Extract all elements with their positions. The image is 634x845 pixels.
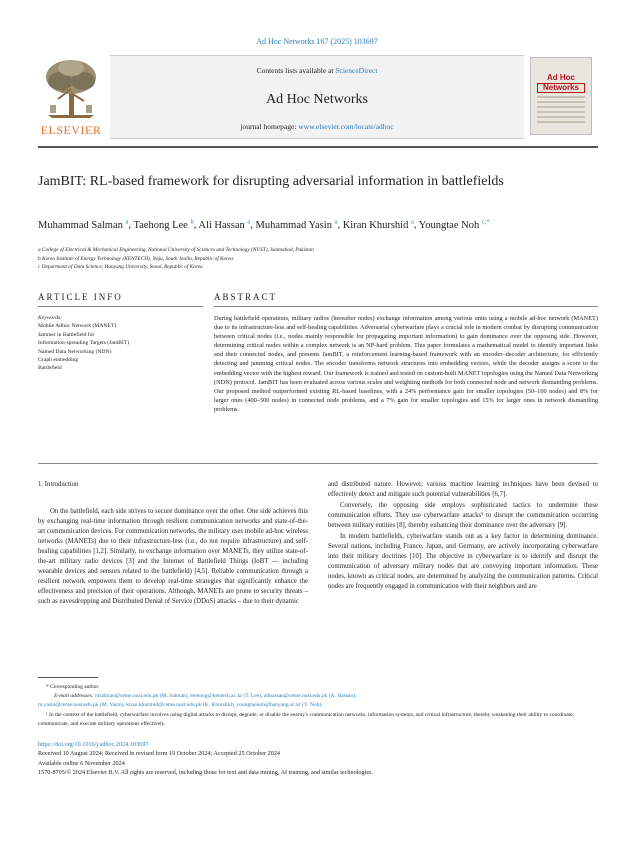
- contents-line: [110, 66, 524, 75]
- corresponding-author-note: * Corresponding author.: [46, 684, 100, 690]
- email-addresses[interactable]: msalman@ceme.nust.edu.pk (M. Salman), etehong@kentech.ac.kr (T. Lee), alihassan@ceme.nust.edu.pk (A. Hassan),: [95, 693, 357, 700]
- cover-decoration: [537, 96, 585, 126]
- body-column-right: [328, 480, 598, 593]
- homepage-link[interactable]: www.elsevier.com/locate/adhoc: [298, 122, 394, 131]
- masthead: [38, 55, 598, 140]
- abstract-heading: ABSTRACT: [214, 292, 278, 302]
- author[interactable]: Muhammad Yasin $^a$: [255, 218, 338, 231]
- abstract-text: During battlefield operations, military radios (hereafter nodes) exchange information among various units using a mobile ad-hoc network (MANET) due to its infrastructure-less and self-healing capabilities. Adversarial cyberwarfare plays a crucial role in modern combat by disrupting communication between critical nodes (i.e., nodes mainly responsible for propagating important information) to gain dominance over the opposing side. However, determining critical nodes within a complex network is an NP-hard problem. This paper formulates a mathematical model to identify important links and their connected nodes, and presents JamBIT, a reinforcement learning-based framework with an encoder–decoder architecture, for efficiently detecting and jamming critical nodes. The encoder transforms network structures into embedding vectors, while the decoder assigns a score to the embedding vector with the highest reward. Our framework is trained and tested on custom-built MANET topologies using the Named Data Networking (NDN) protocol. JamBIT has been evaluated across various scales and weighting methods for both connected node and network dismantling problems. Our proposed method outperformed existing RL-based baselines, with a 24% performance gain for smaller topologies (50–100 nodes) and 8% for larger ones (400–500 nodes) in connected node problems, and a 7% gain for smaller topologies and 15% for larger ones in network dismantling problems.: [214, 315, 598, 413]
- body-column-left: [38, 480, 308, 608]
- cover-title-line1: Ad Hoc: [547, 73, 575, 82]
- keyword: Mobile Adhoc Network (MANET): [38, 323, 117, 330]
- received-dates: Received 10 August 2024; Received in revised form 19 October 2024; Accepted 25 October 2024: [38, 750, 280, 758]
- homepage-prefix: journal homepage:: [240, 122, 297, 131]
- keyword: Graph embedding: [38, 357, 79, 364]
- available-date: Available online 6 November 2024: [38, 759, 125, 767]
- keywords: [38, 314, 203, 373]
- abstract-bottom-rule: [38, 463, 598, 464]
- affiliation: a College of Electrical & Mechanical Engineering, National University of Sciences and Technology (NUST), Islamabad, Pakistan: [38, 247, 314, 253]
- author[interactable]: Taehong Lee $^b$: [133, 218, 194, 231]
- keyword: Information-spreading Targets (JamBIT): [38, 340, 130, 347]
- keywords-label: Keywords:: [38, 315, 63, 321]
- keyword: Named Data Networking (NDN): [38, 348, 112, 355]
- email-label: E-mail addresses:: [54, 693, 94, 700]
- keyword: Battlefield: [38, 365, 62, 372]
- abstract-rule: [214, 306, 598, 307]
- affiliation: c Department of Data Science, Hanyang University, Seoul, Republic of Korea: [38, 264, 203, 270]
- doi-link[interactable]: https://doi.org/10.1016/j.adhoc.2024.103697: [38, 741, 149, 748]
- body-paragraph: and distributed nature. However, various machine learning techniques have been devised to effectively detect and mitigate such potential vulnerabilities [6,7].: [328, 481, 598, 498]
- publication-info: [38, 740, 598, 778]
- author-list: Muhammad Salman $^a$, Taehong Lee $^b$, Ali Hassan $^a$, Muhammad Yasin $^a$, Kiran Khurshid $^a$, Youngtae Noh $^{c,*}$: [38, 218, 490, 231]
- masthead-box: [110, 55, 524, 139]
- footnote-rule: [38, 677, 98, 678]
- footnote-1: ¹ In the context of the battlefield, cyberwarfare involves using digital attacks to disrupt, degrade, or disable the enemy's communication networks, information systems, and critical infrastructure, thereby weakening their ability to coordinate, communicate, and execute military operations effectively.: [38, 711, 575, 727]
- author[interactable]: Muhammad Salman $^a$: [38, 218, 129, 231]
- cover-title: [531, 74, 591, 93]
- article-title: JamBIT: RL-based framework for disrupting adversarial information in battlefields: [38, 174, 504, 189]
- body-paragraph: On the battlefield, each side strives to secure dominance over the other. One side achieves this by exchanging real-time information through resilient communication networks and state-of-the-art communication devices. For communication networks, the military uses mobile ad-hoc wireless networks (MANETs) due to their infrastructure-less (i.e., do not require infrastructure) and self-healing capabilities [1,2]. Similarly, to exchange information over MANETs, they utilize state-of-the-art military radio devices [3] and the Internet of Battlefield Things (IoBT — including wearable devices and sensors related to the battlefield) [4,5]. Reliable communication through a resilient network empowers them to develop real-time strategies that significantly enhance the effectiveness and precision of their operations. Although, MANETs are prone to security threats – such as eavesdropping and Distributed Denial of Service (DDoS) attacks – due to their dynamic: [38, 508, 308, 605]
- journal-cover-thumbnail[interactable]: [530, 57, 592, 135]
- cover-title-line2: Networks: [537, 83, 585, 93]
- masthead-rule: [38, 146, 598, 148]
- journal-citation[interactable]: Ad Hoc Networks 167 (2025) 103697: [256, 37, 378, 46]
- body-paragraph: In modern battlefields, cyberwarfare stands out as a key factor in determining dominance. Several nations, including France, Japan, and Germany, are actively incorporating cyberwarfare into their military doctrines [10]. The objective in cyberwarfare is to identify and disrupt the communication of adversary military nodes that are conveying important information. These nodes, known as critical nodes, are determined by analyzing the communication patterns. Critical nodes are frequently engaged in communication with their neighbors and are: [328, 533, 598, 590]
- elsevier-wordmark: ELSEVIER: [40, 123, 102, 137]
- contents-prefix: Contents lists available at: [256, 66, 334, 75]
- journal-name: Ad Hoc Networks: [266, 92, 368, 107]
- author[interactable]: Ali Hassan $^a$: [198, 218, 251, 231]
- email-line: [38, 692, 598, 701]
- author[interactable]: Youngtae Noh $^{c,*}$: [418, 218, 490, 231]
- article-info-heading: ARTICLE INFO: [38, 292, 123, 302]
- body-paragraph: Conversely, the opposing side employs sophisticated tactics to undermine these communication efforts. They use cyberwarfare attacks¹ to disrupt the communication occurring between military entities [8], thereby enhancing their dominance over the adversary [9].: [328, 502, 598, 529]
- author[interactable]: Kiran Khurshid $^a$: [342, 218, 414, 231]
- sciencedirect-link[interactable]: ScienceDirect: [335, 66, 378, 75]
- affiliations: [38, 246, 598, 272]
- article-info-rule: [38, 306, 203, 307]
- homepage-line: [110, 122, 524, 131]
- footnotes: [38, 683, 598, 729]
- section-title-introduction: 1. Introduction: [38, 481, 79, 488]
- copyright: 1570-8705/© 2024 Elsevier B.V. All rights are reserved, including those for text and data mining, AI training, and similar technologies.: [38, 769, 374, 777]
- affiliation: b Korea Institute of Energy Technology (KENTECH), Naju, South Jeolla, Republic of Korea: [38, 255, 234, 262]
- keyword: Jammer in Battlefield for: [38, 331, 95, 338]
- email-addresses-continued[interactable]: m.yasin@ceme.nust.edu.pk (M. Yasin), kiran.khurshid@ceme.nust.edu.pk (K. Khurshid), youngtaenoh@hanyang.ac.kr (Y. Noh).: [38, 702, 323, 709]
